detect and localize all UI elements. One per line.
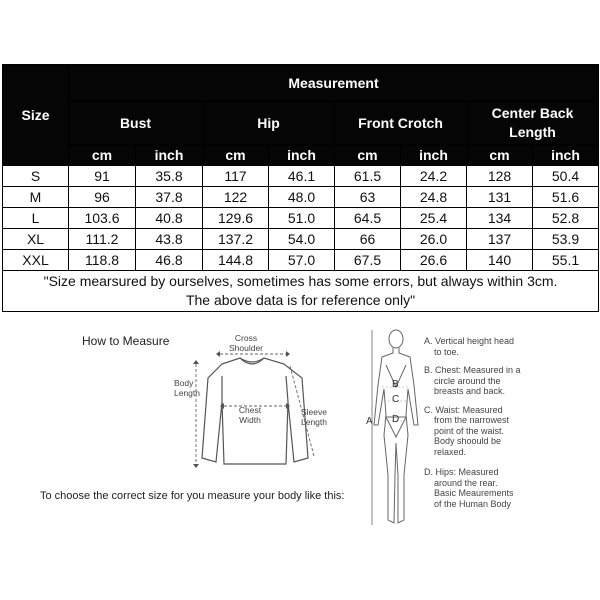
table-cell: 53.9 — [533, 229, 599, 250]
reference-note — [3, 271, 599, 312]
unit-header: inch — [401, 145, 467, 166]
table-cell: 24.8 — [401, 187, 467, 208]
unit-header: inch — [136, 145, 203, 166]
legend-line: B. Chest: Measured in a — [424, 365, 521, 375]
unit-header: inch — [269, 145, 335, 166]
body-length-label-line: Body — [174, 378, 194, 388]
cross-shoulder-label-line: Shoulder — [228, 343, 264, 353]
how-to-measure-title: How to Measure — [82, 334, 170, 348]
table-cell: 61.5 — [335, 166, 401, 187]
legend-line: to toe. — [434, 346, 460, 357]
table-cell: 66 — [335, 229, 401, 250]
table-cell: 96 — [69, 187, 136, 208]
table-cell: 26.6 — [401, 250, 467, 271]
chest-width-label-line: Chest — [238, 405, 262, 415]
table-cell: 91 — [69, 166, 136, 187]
size-header: Size — [3, 65, 69, 166]
table-cell: 40.8 — [136, 208, 203, 229]
sleeve-length-label-line: Sleeve — [301, 407, 327, 417]
figure-label-a: A — [366, 416, 373, 427]
table-cell: 140 — [467, 250, 533, 271]
unit-header: cm — [69, 145, 136, 166]
table-cell: 122 — [203, 187, 269, 208]
note-line-1: "Size mearsured by ourselves, sometimes has some errors, but always within 3cm. — [43, 273, 558, 289]
legend-line: D. Hips: Measured — [424, 467, 499, 477]
garment-illustration — [180, 340, 340, 480]
unit-header: inch — [533, 145, 599, 166]
figure-label-b: B — [392, 379, 399, 390]
chest-width-label-line: Width — [239, 415, 261, 425]
legend-item-d — [424, 467, 600, 509]
table-cell: 25.4 — [401, 208, 467, 229]
figure-label-d: D — [392, 414, 400, 425]
measurement-legend — [424, 336, 600, 514]
table-cell: 54.0 — [269, 229, 335, 250]
legend-line: C. Waist: Measured — [424, 404, 503, 415]
table-cell: 24.2 — [401, 166, 467, 187]
legend-line: Body shoould be — [434, 436, 502, 446]
table-cell: 35.8 — [136, 166, 203, 187]
legend-item-a — [424, 336, 600, 357]
legend-line: breasts and back. — [434, 386, 506, 396]
center-back-length-header: Center Back Length — [467, 102, 599, 145]
legend-line: circle around the — [434, 375, 501, 386]
table-row — [3, 229, 599, 250]
table-cell: 51.6 — [533, 187, 599, 208]
table-cell: 43.8 — [136, 229, 203, 250]
table-cell: 128 — [467, 166, 533, 187]
legend-line: point of the waist. — [434, 425, 505, 436]
table-cell: 129.6 — [203, 208, 269, 229]
table-cell: 137.2 — [203, 229, 269, 250]
table-cell: 117 — [203, 166, 269, 187]
body-length-label-line: Length — [174, 388, 200, 398]
unit-header: cm — [335, 145, 401, 166]
table-cell: 137 — [467, 229, 533, 250]
table-cell: 57.0 — [269, 250, 335, 271]
size-cell: XXL — [3, 250, 69, 271]
size-chart-table — [2, 64, 599, 312]
table-cell: 55.1 — [533, 250, 599, 271]
size-cell: XL — [3, 229, 69, 250]
table-cell: 134 — [467, 208, 533, 229]
legend-line: from the narrowest — [434, 415, 510, 425]
table-cell: 50.4 — [533, 166, 599, 187]
legend-line: A. Vertical height head — [424, 336, 515, 346]
table-cell: 46.8 — [136, 250, 203, 271]
instruction-text: To choose the correct size for you measure your body like this: — [40, 490, 345, 502]
table-cell: 48.0 — [269, 187, 335, 208]
table-cell: 37.8 — [136, 187, 203, 208]
legend-item-c — [424, 405, 600, 458]
table-row — [3, 208, 599, 229]
bust-header: Bust — [69, 102, 203, 145]
table-row — [3, 187, 599, 208]
size-cell: L — [3, 208, 69, 229]
legend-line: relaxed. — [434, 446, 467, 457]
cross-shoulder-label-line: Cross — [234, 333, 258, 343]
table-cell: 111.2 — [69, 229, 136, 250]
table-cell: 63 — [335, 187, 401, 208]
table-cell: 64.5 — [335, 208, 401, 229]
legend-line: of the Human Body — [434, 498, 512, 509]
size-cell: M — [3, 187, 69, 208]
table-row — [3, 250, 599, 271]
note-line-2: The above data is for reference only" — [185, 292, 416, 308]
table-cell: 67.5 — [335, 250, 401, 271]
size-cell: S — [3, 166, 69, 187]
table-cell: 144.8 — [203, 250, 269, 271]
legend-line: Basic Meaurements — [434, 488, 514, 498]
unit-header: cm — [467, 145, 533, 166]
table-cell: 46.1 — [269, 166, 335, 187]
table-cell: 51.0 — [269, 208, 335, 229]
table-cell: 26.0 — [401, 229, 467, 250]
table-cell: 131 — [467, 187, 533, 208]
hip-header: Hip — [203, 102, 335, 145]
figure-label-c: C — [392, 394, 400, 405]
body-figure-illustration — [360, 325, 430, 535]
front-crotch-header: Front Crotch — [335, 102, 467, 145]
legend-line: around the rear. — [434, 477, 498, 488]
legend-item-b — [424, 365, 600, 397]
table-cell: 103.6 — [69, 208, 136, 229]
unit-header: cm — [203, 145, 269, 166]
measurement-header: Measurement — [69, 65, 599, 102]
table-row — [3, 166, 599, 187]
sleeve-length-label-line: Length — [301, 417, 327, 427]
table-cell: 118.8 — [69, 250, 136, 271]
table-cell: 52.8 — [533, 208, 599, 229]
